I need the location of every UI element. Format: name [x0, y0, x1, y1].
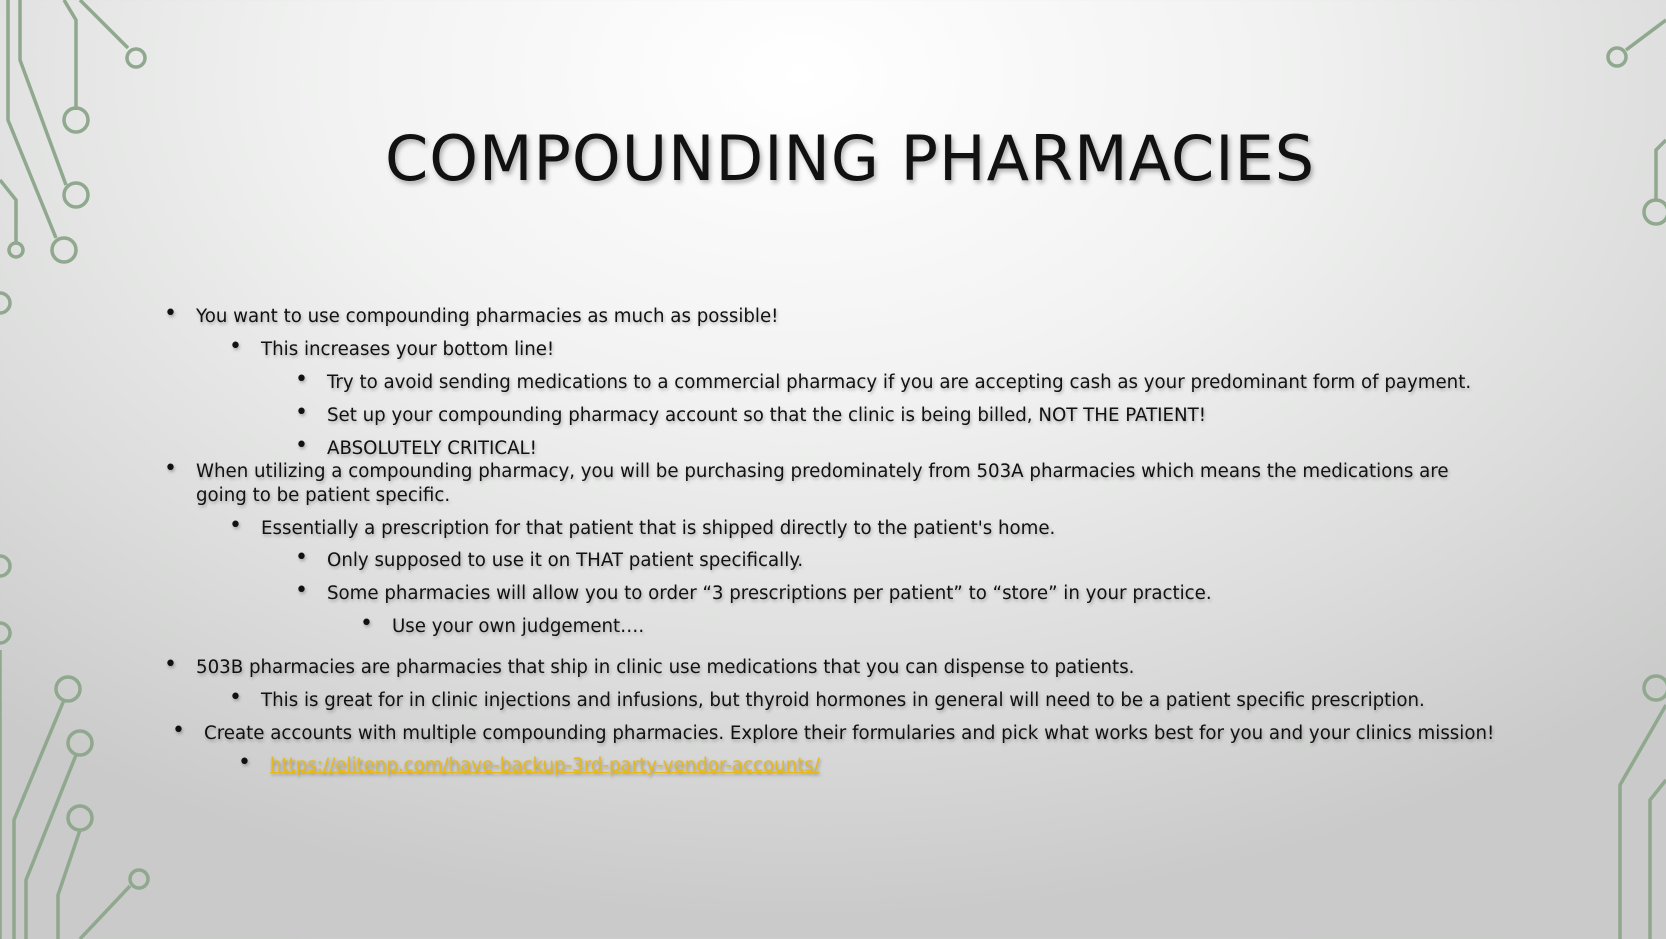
bullet-icon: •: [295, 367, 308, 392]
slide-title: COMPOUNDING PHARMACIES: [384, 122, 1316, 195]
list-item: • Set up your compounding pharmacy account so that the clinic is being billed, NOT THE PATIENT!: [295, 400, 1207, 426]
bullet-icon: •: [229, 334, 242, 359]
list-item: • Only supposed to use it on THAT patient specifically.: [295, 545, 804, 571]
list-item: • When utilizing a compounding pharmacy, you will be purchasing predominately from 503A pharmacies which means the medications are going to be patient specific.: [164, 456, 1449, 506]
bullet-icon: •: [229, 513, 242, 538]
bullet-icon: •: [295, 578, 308, 603]
bullet-icon: •: [164, 652, 177, 677]
list-item: [238, 750, 820, 778]
bullet-icon: •: [238, 750, 251, 775]
list-item: • Some pharmacies will allow you to order “3 prescriptions per patient” to “store” in your practice.: [295, 578, 1212, 604]
bullet-icon: •: [172, 718, 185, 743]
list-item: • Create accounts with multiple compounding pharmacies. Explore their formularies and pick what works best for you and your clinics mission!: [172, 718, 1495, 744]
bullet-icon: •: [295, 400, 308, 425]
list-item: • You want to use compounding pharmacies as much as possible!: [164, 301, 779, 327]
bullet-icon: •: [360, 611, 373, 636]
list-item: • Try to avoid sending medications to a commercial pharmacy if you are accepting cash as your predominant form of payment.: [295, 367, 1472, 393]
list-item: • Essentially a prescription for that patient that is shipped directly to the patient's home.: [229, 513, 1056, 539]
list-item: • 503B pharmacies are pharmacies that ship in clinic use medications that you can dispense to patients.: [164, 652, 1135, 678]
list-item: • This is great for in clinic injections and infusions, but thyroid hormones in general will need to be a patient specific prescription.: [229, 685, 1425, 711]
bullet-icon: •: [295, 545, 308, 570]
bullet-icon: •: [164, 456, 177, 481]
bullet-icon: •: [295, 433, 308, 458]
vendor-accounts-link[interactable]: https://elitenp.com/have-backup-3rd-party-vendor-accounts/: [270, 755, 820, 776]
bullet-icon: •: [229, 685, 242, 710]
list-item: • ABSOLUTELY CRITICAL!: [295, 433, 537, 459]
list-item: • Use your own judgement….: [360, 611, 645, 637]
bullet-icon: •: [164, 301, 177, 326]
list-item: • This increases your bottom line!: [229, 334, 555, 360]
